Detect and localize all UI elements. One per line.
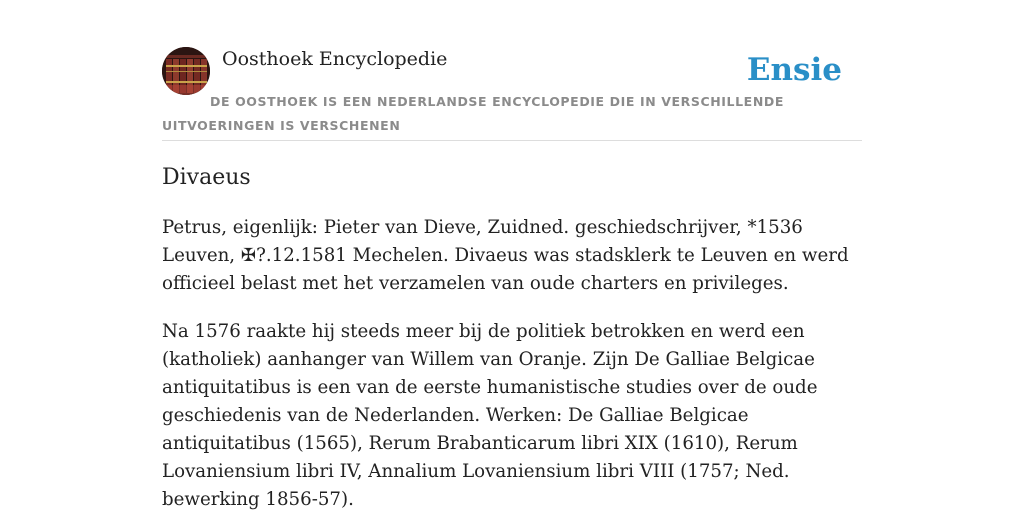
header <box>162 46 862 141</box>
article <box>162 162 862 512</box>
page-title: Divaeus <box>162 165 251 190</box>
article-paragraph: Na 1576 raakte hij steeds meer bij de politiek betrokken en werd een (katholiek) aanhanger van Willem van Oranje. Zijn De Galliae Belgicae antiquitatibus is een van de eerste humanistische studies over de oude geschiedenis van de Nederlanden. Werken: De Galliae Belgicae antiquitatibus (1565), Rerum Brabanticarum libri XIX (1610), Rerum Lovaniensium libri IV, Annalium Lovaniensium libri VIII (1757; Ned. bewerking 1856-57). <box>162 321 818 510</box>
book-spines-icon <box>162 47 210 95</box>
source-name[interactable]: Oosthoek Encyclopedie <box>222 48 448 70</box>
brand-logo[interactable]: Ensie <box>746 52 842 88</box>
article-paragraph: Petrus, eigenlijk: Pieter van Dieve, Zuidned. geschiedschrijver, *1536 Leuven, ✠?.12.1581 Mechelen. Divaeus was stadsklerk te Leuven en werd officieel belast met het verzamelen van oude charters en privileges. <box>162 217 849 294</box>
tagline: DE OOSTHOEK IS EEN NEDERLANDSE ENCYCLOPEDIE DIE IN VERSCHILLENDE UITVOERINGEN IS VERSCHENEN <box>162 94 784 133</box>
avatar[interactable] <box>162 47 210 95</box>
